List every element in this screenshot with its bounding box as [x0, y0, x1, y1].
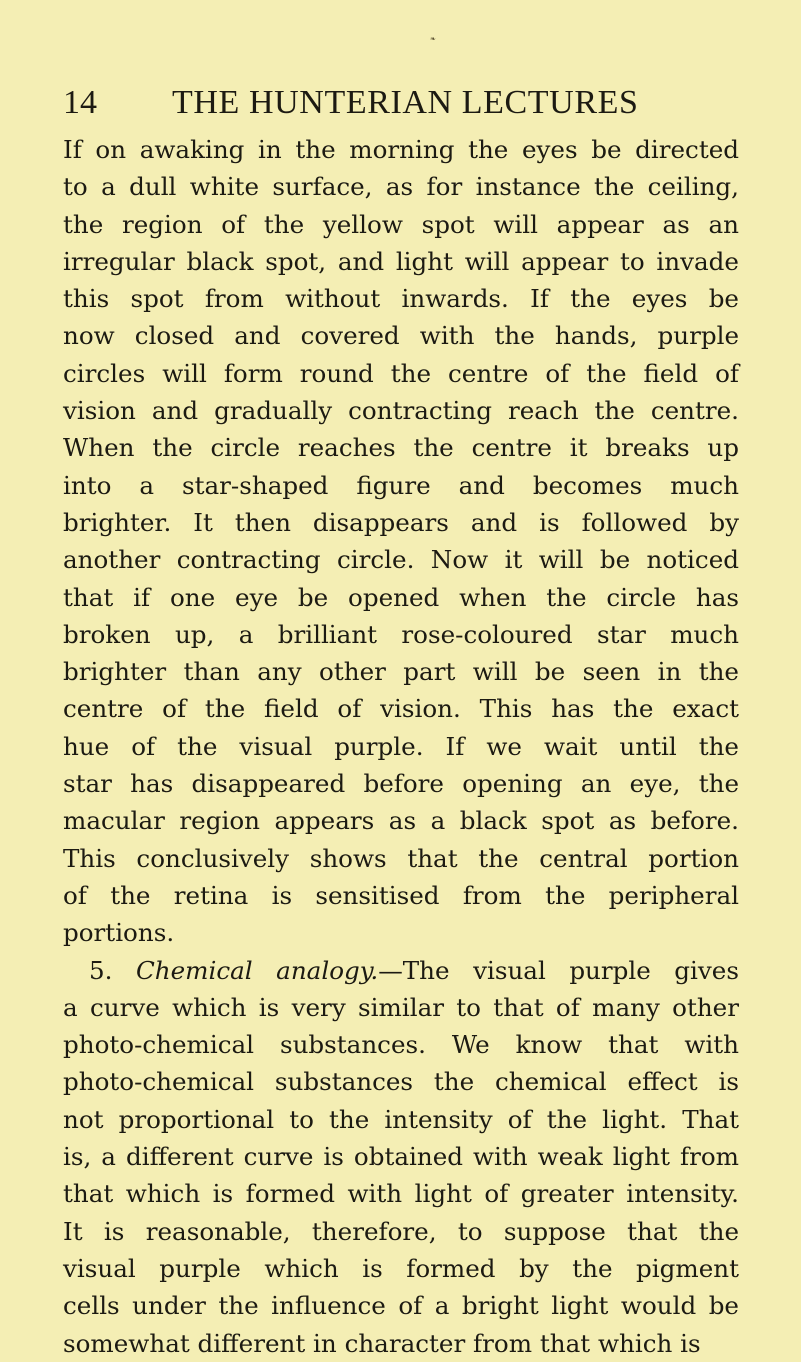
- text-line: into a star-shaped figure and becomes much: [63, 470, 739, 500]
- text-line: hue of the visual purple. If we wait until the: [63, 731, 739, 761]
- text-line: photo-chemical substances. We know that with: [63, 1030, 739, 1060]
- text-line: centre of the field of vision. This has the exact: [63, 694, 739, 724]
- text-line: If on awaking in the morning the eyes be directed: [63, 135, 739, 164]
- text-line: the region of the yellow spot will appear as an: [63, 209, 739, 239]
- paragraph-end-line: portions.: [63, 918, 175, 948]
- text-line: It is reasonable, therefore, to suppose that the: [63, 1216, 739, 1246]
- text-line: brighter than any other part will be seen in the: [63, 657, 739, 687]
- text-line: macular region appears as a black spot as before.: [63, 806, 739, 836]
- text-line: now closed and covered with the hands, purple: [63, 321, 739, 351]
- text-line: somewhat different in character from that which is: [63, 1328, 701, 1358]
- section-title: Chemical analogy.: [135, 955, 379, 985]
- text-line: cells under the influence of a bright light would be: [63, 1291, 739, 1321]
- text-line: photo-chemical substances the chemical effect is: [63, 1067, 739, 1097]
- text-line: This conclusively shows that the central portion: [63, 843, 739, 873]
- text-line: brighter. It then disappears and is followed by: [63, 507, 739, 537]
- body-text: [63, 131, 739, 1362]
- text-line: of the retina is sensitised from the peripheral: [63, 880, 739, 910]
- section-number: 5.: [89, 955, 113, 985]
- text-line: circles will form round the centre of the field of: [63, 358, 739, 388]
- running-title: THE HUNTERIAN LECTURES: [172, 84, 639, 121]
- text-line: is, a different curve is obtained with weak light from: [63, 1142, 739, 1172]
- text-line: irregular black spot, and light will appear to invade: [63, 246, 739, 276]
- text-line: broken up, a brilliant rose-coloured star much: [63, 619, 739, 649]
- text-line: to a dull white surface, as for instance the ceiling,: [63, 172, 739, 202]
- text-line: a curve which is very similar to that of many other: [63, 992, 739, 1022]
- text-line: this spot from without inwards. If the eyes be: [63, 284, 739, 314]
- page-number: 14: [63, 84, 97, 121]
- text-line: visual purple which is formed by the pigment: [63, 1253, 739, 1283]
- section-heading-line: [63, 952, 739, 989]
- section-line-text: —The visual purple gives: [378, 955, 739, 985]
- text-line: that which is formed with light of greater intensity.: [63, 1179, 739, 1209]
- text-line: not proportional to the intensity of the light. That: [63, 1104, 739, 1134]
- page-header: [63, 80, 723, 126]
- text-line: star has disappeared before opening an eye, the: [63, 769, 739, 799]
- text-line: that if one eye be opened when the circle has: [63, 582, 739, 612]
- text-line: When the circle reaches the centre it breaks up: [63, 433, 739, 463]
- text-line: another contracting circle. Now it will be noticed: [63, 545, 739, 575]
- print-speck: ❧: [430, 35, 436, 43]
- text-line: vision and gradually contracting reach the centre.: [63, 396, 739, 426]
